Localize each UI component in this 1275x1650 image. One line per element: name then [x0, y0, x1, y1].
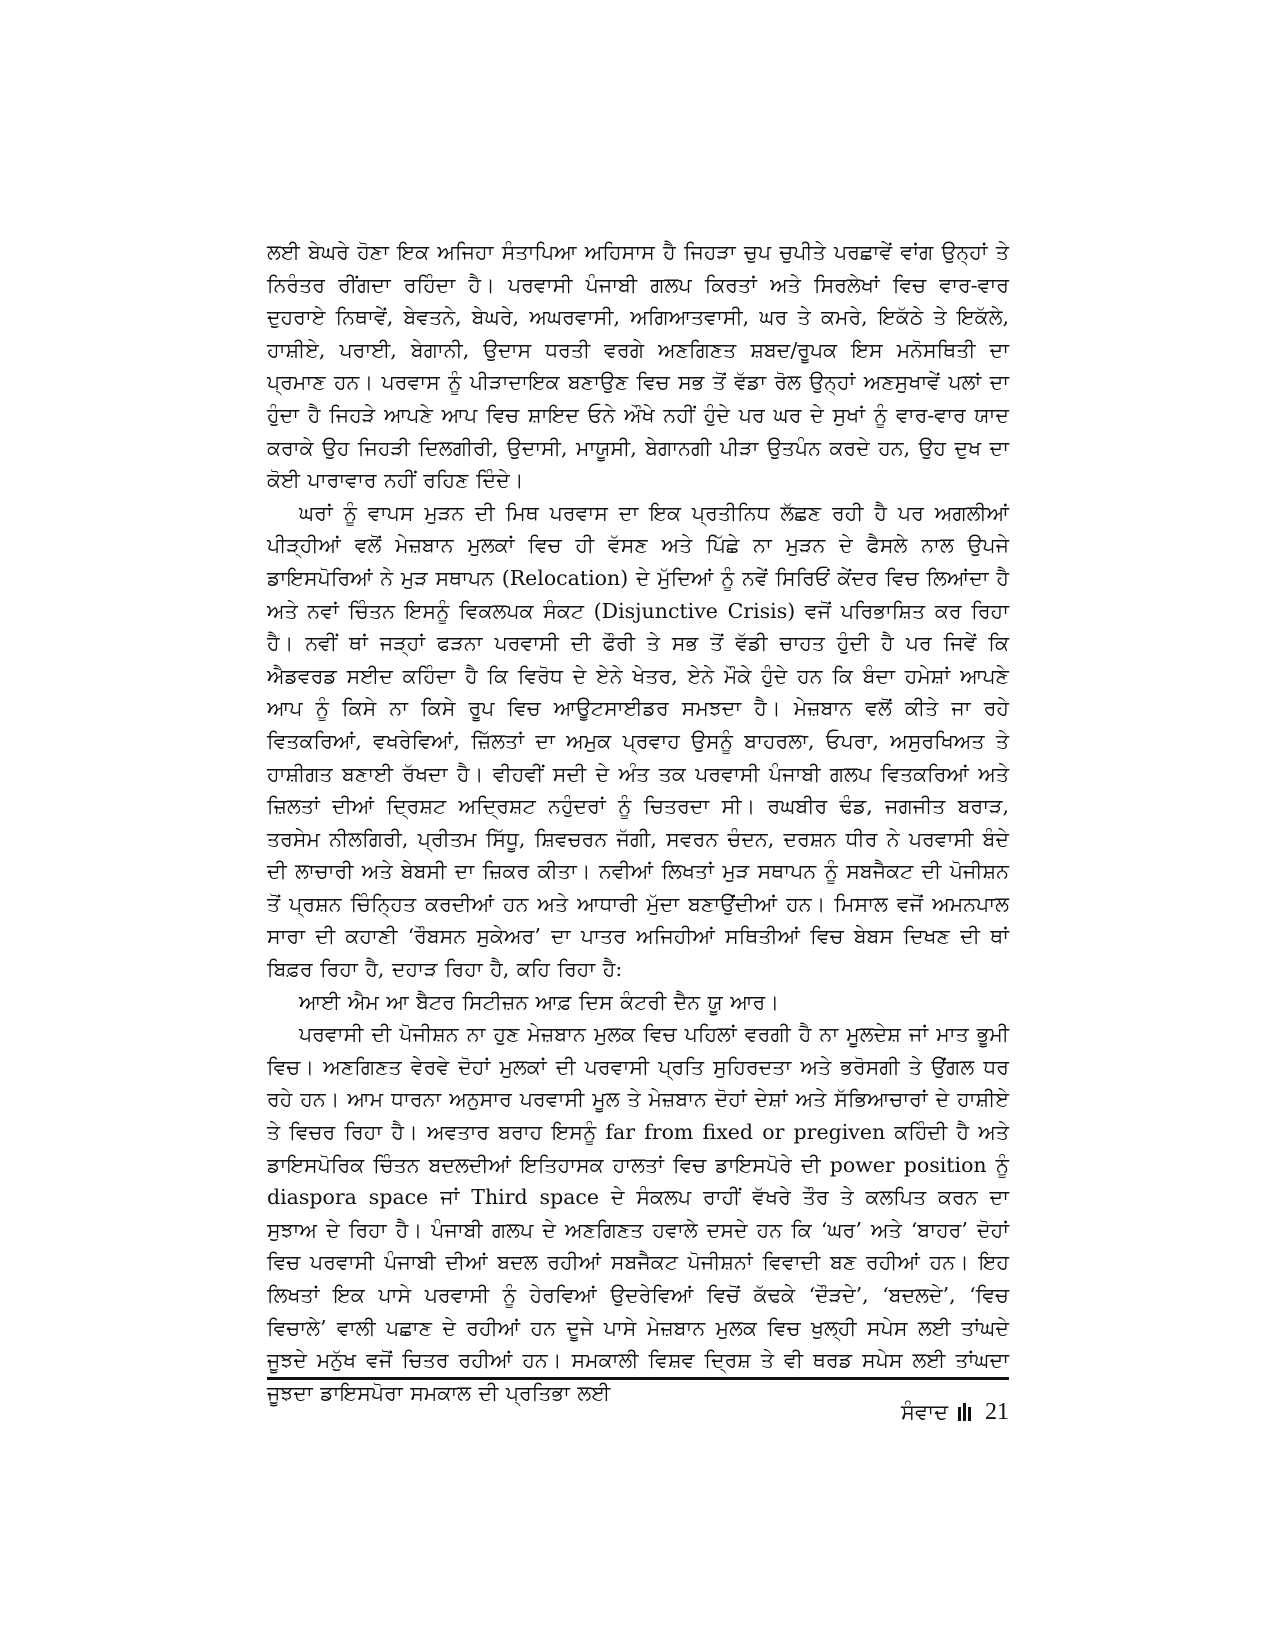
paragraph-1: ਲਈ ਬੇਘਰੇ ਹੋਣਾ ਇਕ ਅਜਿਹਾ ਸੰਤਾਪਿਆ ਅਹਿਸਾਸ ਹੈ ਜਿਹੜਾ ਚੁਪ ਚੁਪੀਤੇ ਪਰਛਾਵੇਂ ਵਾਂਗ ਉਨ੍ਹਾਂ ਤੇ ਨਿਰੰਤਰ ਰੀਂਗਦਾ ਰਹਿੰਦਾ ਹੈ। ਪਰਵਾਸੀ ਪੰਜਾਬੀ ਗਲਪ ਕਿਰਤਾਂ ਅਤੇ ਸਿਰਲੇਖਾਂ ਵਿਚ ਵਾਰ-ਵਾਰ ਦੁਹਰਾਏ ਨਿਥਾਵੇਂ, ਬੇਵਤਨੇ, ਬੇਘਰੇ, ਅਘਰਵਾਸੀ, ਅਗਿਆਤਵਾਸੀ, ਘਰ ਤੇ ਕਮਰੇ, ਇਕੱਠੇ ਤੇ ਇਕੱਲੇ, ਹਾਸ਼ੀਏ, ਪਰਾਈ, ਬੇਗਾਨੀ, ਉਦਾਸ ਧਰਤੀ ਵਰਗੇ ਅਣਗਿਣਤ ਸ਼ਬਦ/ਰੂਪਕ ਇਸ ਮਨੋਸਥਿਤੀ ਦਾ ਪ੍ਰਮਾਣ ਹਨ। ਪਰਵਾਸ ਨੂੰ ਪੀੜਾਦਾਇਕ ਬਣਾਉਣ ਵਿਚ ਸਭ ਤੋਂ ਵੱਡਾ ਰੋਲ ਉਨ੍ਹਾਂ ਅਣਸੁਖਾਵੇਂ ਪਲਾਂ ਦਾ ਹੁੰਦਾ ਹੈ ਜਿਹੜੇ ਆਪਣੇ ਆਪ ਵਿਚ ਸ਼ਾਇਦ ਓਨੇ ਔਖੇ ਨਹੀਂ ਹੁੰਦੇ ਪਰ ਘਰ ਦੇ ਸੁਖਾਂ ਨੂੰ ਵਾਰ-ਵਾਰ ਯਾਦ ਕਰਾਕੇ ਉਹ ਜਿਹੜੀ ਦਿਲਗੀਰੀ, ਉਦਾਸੀ, ਮਾਯੂਸੀ, ਬੇਗਾਨਗੀ ਪੀੜਾ ਉਤਪੰਨ ਕਰਦੇ ਹਨ, ਉਹ ਦੁਖ ਦਾ ਕੋਈ ਪਾਰਾਵਾਰ ਨਹੀਂ ਰਹਿਣ ਦਿੰਦੇ। [267, 240, 1009, 493]
paragraph-2: ਘਰਾਂ ਨੂੰ ਵਾਪਸ ਮੁੜਨ ਦੀ ਮਿਥ ਪਰਵਾਸ ਦਾ ਇਕ ਪ੍ਰਤੀਨਿਧ ਲੱਛਣ ਰਹੀ ਹੈ ਪਰ ਅਗਲੀਆਂ ਪੀੜ੍ਹੀਆਂ ਵਲੋਂ ਮੇਜ਼ਬਾਨ ਮੁਲਕਾਂ ਵਿਚ ਹੀ ਵੱਸਣ ਅਤੇ ਪਿੱਛੇ ਨਾ ਮੁੜਨ ਦੇ ਫੈਸਲੇ ਨਾਲ ਉਪਜੇ ਡਾਇਸਪੋਰਿਆਂ ਨੇ ਮੁੜ ਸਥਾਪਨ (Relocation) ਦੇ ਮੁੱਦਿਆਂ ਨੂੰ ਨਵੇਂ ਸਿਰਿਓਂ ਕੇਂਦਰ ਵਿਚ ਲਿਆਂਦਾ ਹੈ ਅਤੇ ਨਵਾਂ ਚਿੰਤਨ ਇਸਨੂੰ ਵਿਕਲਪਕ ਸੰਕਟ (Disjunctive Crisis) ਵਜੋਂ ਪਰਿਭਾਸ਼ਿਤ ਕਰ ਰਿਹਾ ਹੈ। ਨਵੀਂ ਥਾਂ ਜੜ੍ਹਾਂ ਫੜਨਾ ਪਰਵਾਸੀ ਦੀ ਫੌਰੀ ਤੇ ਸਭ ਤੋਂ ਵੱਡੀ ਚਾਹਤ ਹੁੰਦੀ ਹੈ ਪਰ ਜਿਵੇਂ ਕਿ ਐਡਵਰਡ ਸਈਦ ਕਹਿੰਦਾ ਹੈ ਕਿ ਵਿਰੋਧ ਦੇ ਏਨੇ ਖੇਤਰ, ਏਨੇ ਮੌਕੇ ਹੁੰਦੇ ਹਨ ਕਿ ਬੰਦਾ ਹਮੇਸ਼ਾਂ ਆਪਣੇ ਆਪ ਨੂੰ ਕਿਸੇ ਨਾ ਕਿਸੇ ਰੂਪ ਵਿਚ ਆਊਟਸਾਈਡਰ ਸਮਝਦਾ ਹੈ। ਮੇਜ਼ਬਾਨ ਵਲੋਂ ਕੀਤੇ ਜਾ ਰਹੇ ਵਿਤਕਰਿਆਂ, ਵਖਰੇਵਿਆਂ, ਜ਼ਿੱਲਤਾਂ ਦਾ ਅਮੁਕ ਪ੍ਰਵਾਹ ਉਸਨੂੰ ਬਾਹਰਲਾ, ਓਪਰਾ, ਅਸੁਰਖਿਅਤ ਤੇ ਹਾਸ਼ੀਗਤ ਬਣਾਈ ਰੱਖਦਾ ਹੈ। ਵੀਹਵੀਂ ਸਦੀ ਦੇ ਅੰਤ ਤਕ ਪਰਵਾਸੀ ਪੰਜਾਬੀ ਗਲਪ ਵਿਤਕਰਿਆਂ ਅਤੇ ਜ਼ਿਲਤਾਂ ਦੀਆਂ ਦ੍ਰਿਸ਼ਟ ਅਦ੍ਰਿਸ਼ਟ ਨਹੁੰਦਰਾਂ ਨੂੰ ਚਿਤਰਦਾ ਸੀ। ਰਘਬੀਰ ਢੰਡ, ਜਗਜੀਤ ਬਰਾੜ, ਤਰਸੇਮ ਨੀਲਗਿਰੀ, ਪ੍ਰੀਤਮ ਸਿੱਧੂ, ਸ਼ਿਵਚਰਨ ਜੱਗੀ, ਸਵਰਨ ਚੰਦਨ, ਦਰਸ਼ਨ ਧੀਰ ਨੇ ਪਰਵਾਸੀ ਬੰਦੇ ਦੀ ਲਾਚਾਰੀ ਅਤੇ ਬੇਬਸੀ ਦਾ ਜ਼ਿਕਰ ਕੀਤਾ। ਨਵੀਆਂ ਲਿਖਤਾਂ ਮੁੜ ਸਥਾਪਨ ਨੂੰ ਸਬਜੈਕਟ ਦੀ ਪੋਜੀਸ਼ਨ ਤੋਂ ਪ੍ਰਸ਼ਨ ਚਿੰਨ੍ਹਿਤ ਕਰਦੀਆਂ ਹਨ ਅਤੇ ਆਧਾਰੀ ਮੁੱਦਾ ਬਣਾਉਂਦੀਆਂ ਹਨ। ਮਿਸਾਲ ਵਜੋਂ ਅਮਨਪਾਲ ਸਾਰਾ ਦੀ ਕਹਾਣੀ ‘ਰੌਬਸਨ ਸੁਕੇਅਰ’ ਦਾ ਪਾਤਰ ਅਜਿਹੀਆਂ ਸਥਿਤੀਆਂ ਵਿਚ ਬੇਬਸ ਦਿਖਣ ਦੀ ਥਾਂ ਬਿਫ਼ਰ ਰਿਹਾ ਹੈ, ਦਹਾੜ ਰਿਹਾ ਹੈ, ਕਹਿ ਰਿਹਾ ਹੈ: [267, 500, 1009, 982]
quote-line: ਆਈ ਐਮ ਆ ਬੈਟਰ ਸਿਟੀਜ਼ਨ ਆਫ਼ ਦਿਸ ਕੰਟਰੀ ਦੈਨ ਯੂ ਆਰ। [299, 989, 780, 1014]
journal-name: ਸੰਵਾਦ [900, 1399, 948, 1424]
page-footer [901, 1394, 1009, 1430]
separator-bars-icon [958, 1403, 971, 1421]
paragraph-3: ਪਰਵਾਸੀ ਦੀ ਪੋਜੀਸ਼ਨ ਨਾ ਹੁਣ ਮੇਜ਼ਬਾਨ ਮੁਲਕ ਵਿਚ ਪਹਿਲਾਂ ਵਰਗੀ ਹੈ ਨਾ ਮੂਲਦੇਸ਼ ਜਾਂ ਮਾਤ ਭੂਮੀ ਵਿਚ। ਅਣਗਿਣਤ ਵੇਰਵੇ ਦੋਹਾਂ ਮੁਲਕਾਂ ਦੀ ਪਰਵਾਸੀ ਪ੍ਰਤਿ ਸੁਹਿਰਦਤਾ ਅਤੇ ਭਰੋਸਗੀ ਤੇ ਉਂਗਲ ਧਰ ਰਹੇ ਹਨ। ਆਮ ਧਾਰਨਾ ਅਨੁਸਾਰ ਪਰਵਾਸੀ ਮੂਲ ਤੇ ਮੇਜ਼ਬਾਨ ਦੋਹਾਂ ਦੇਸ਼ਾਂ ਅਤੇ ਸੱਭਿਆਚਾਰਾਂ ਦੇ ਹਾਸ਼ੀਏ ਤੇ ਵਿਚਰ ਰਿਹਾ ਹੈ। ਅਵਤਾਰ ਬਰਾਹ ਇਸਨੂੰ far from fixed or pregiven ਕਹਿੰਦੀ ਹੈ ਅਤੇ ਡਾਇਸਪੋਰਿਕ ਚਿੰਤਨ ਬਦਲਦੀਆਂ ਇਤਿਹਾਸਕ ਹਾਲਤਾਂ ਵਿਚ ਡਾਇਸਪੋਰੇ ਦੀ power position ਨੂੰ diaspora space ਜਾਂ Third space ਦੇ ਸੰਕਲਪ ਰਾਹੀਂ ਵੱਖਰੇ ਤੌਰ ਤੇ ਕਲਪਿਤ ਕਰਨ ਦਾ ਸੁਝਾਅ ਦੇ ਰਿਹਾ ਹੈ। ਪੰਜਾਬੀ ਗਲਪ ਦੇ ਅਣਗਿਣਤ ਹਵਾਲੇ ਦਸਦੇ ਹਨ ਕਿ ‘ਘਰ’ ਅਤੇ ‘ਬਾਹਰ’ ਦੋਹਾਂ ਵਿਚ ਪਰਵਾਸੀ ਪੰਜਾਬੀ ਦੀਆਂ ਬਦਲ ਰਹੀਆਂ ਸਬਜੈਕਟ ਪੋਜੀਸ਼ਨਾਂ ਵਿਵਾਦੀ ਬਣ ਰਹੀਆਂ ਹਨ। ਇਹ ਲਿਖਤਾਂ ਇਕ ਪਾਸੇ ਪਰਵਾਸੀ ਨੂੰ ਹੇਰਵਿਆਂ ਉਦਰੇਵਿਆਂ ਵਿਚੋਂ ਕੱਢਕੇ ‘ਦੌੜਦੇ’, ‘ਬਦਲਦੇ’, ‘ਵਿਚ ਵਿਚਾਲੇ’ ਵਾਲੀ ਪਛਾਣ ਦੇ ਰਹੀਆਂ ਹਨ ਦੂਜੇ ਪਾਸੇ ਮੇਜ਼ਬਾਨ ਮੁਲਕ ਵਿਚ ਖੁਲ੍ਹੀ ਸਪੇਸ ਲਈ ਤਾਂਘਦੇ ਜੂਝਦੇ ਮਨੁੱਖ ਵਜੋਂ ਚਿਤਰ ਰਹੀਆਂ ਹਨ। ਸਮਕਾਲੀ ਵਿਸ਼ਵ ਦ੍ਰਿਸ਼ ਤੇ ਵੀ ਥਰਡ ਸਪੇਸ ਲਈ ਤਾਂਘਦਾ ਜੂਝਦਾ ਡਾਇਸਪੋਰਾ ਸਮਕਾਲ ਦੀ ਪ੍ਰਤਿਭਾ ਲਈ [267, 1022, 1009, 1405]
footer-rule [267, 1377, 1009, 1380]
page-number: 21 [985, 1398, 1009, 1425]
body-text [267, 236, 1009, 1409]
